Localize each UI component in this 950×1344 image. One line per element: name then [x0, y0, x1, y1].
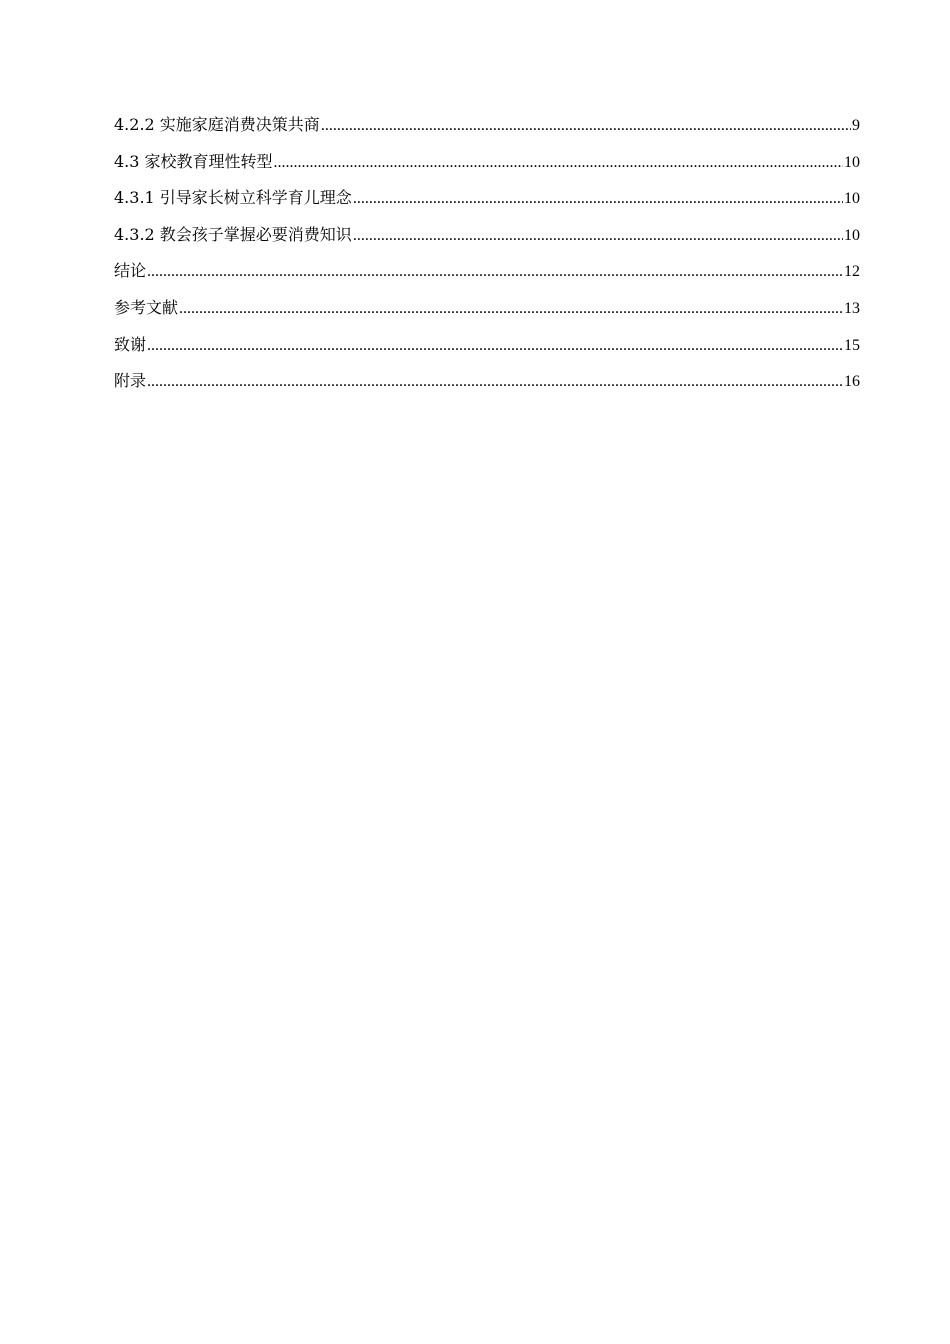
- toc-entry-page: 16: [844, 373, 860, 391]
- toc-leader-dots: [147, 337, 843, 355]
- toc-entry-title: 结论: [114, 261, 147, 281]
- toc-entry[interactable]: [114, 332, 860, 369]
- toc-entry[interactable]: [114, 368, 860, 405]
- toc-entry[interactable]: [114, 222, 860, 259]
- toc-entry-page: 15: [844, 336, 860, 354]
- toc-entry[interactable]: [114, 295, 860, 332]
- toc-leader-dots: [179, 300, 843, 318]
- toc-leader-dots: [147, 373, 843, 391]
- toc-leader-dots: [274, 154, 843, 172]
- toc-entry-title: 致谢: [114, 334, 147, 354]
- toc-entry-title: 附录: [114, 371, 147, 391]
- toc-entry[interactable]: [114, 149, 860, 186]
- toc-entry[interactable]: [114, 112, 860, 149]
- toc-entry-page: 10: [844, 226, 860, 244]
- toc-entry[interactable]: [114, 185, 860, 222]
- toc-entry-page: 12: [844, 263, 860, 281]
- toc-leader-dots: [147, 263, 843, 281]
- toc-entry-page: 10: [844, 153, 860, 171]
- table-of-contents: [114, 112, 860, 405]
- toc-entry-title: 参考文献: [114, 297, 179, 317]
- toc-entry-title: 4.3.2 教会孩子掌握必要消费知识: [114, 224, 352, 244]
- toc-entry[interactable]: [114, 258, 860, 295]
- toc-leader-dots: [321, 117, 851, 135]
- toc-entry-title: 4.2.2 实施家庭消费决策共商: [114, 115, 320, 134]
- toc-leader-dots: [353, 190, 843, 208]
- toc-entry-page: 9: [852, 117, 860, 134]
- toc-entry-page: 13: [844, 299, 860, 317]
- toc-entry-title: 4.3 家校教育理性转型: [114, 151, 273, 171]
- toc-entry-title: 4.3.1 引导家长树立科学育儿理念: [114, 188, 352, 208]
- toc-leader-dots: [353, 227, 843, 245]
- toc-entry-page: 10: [844, 190, 860, 208]
